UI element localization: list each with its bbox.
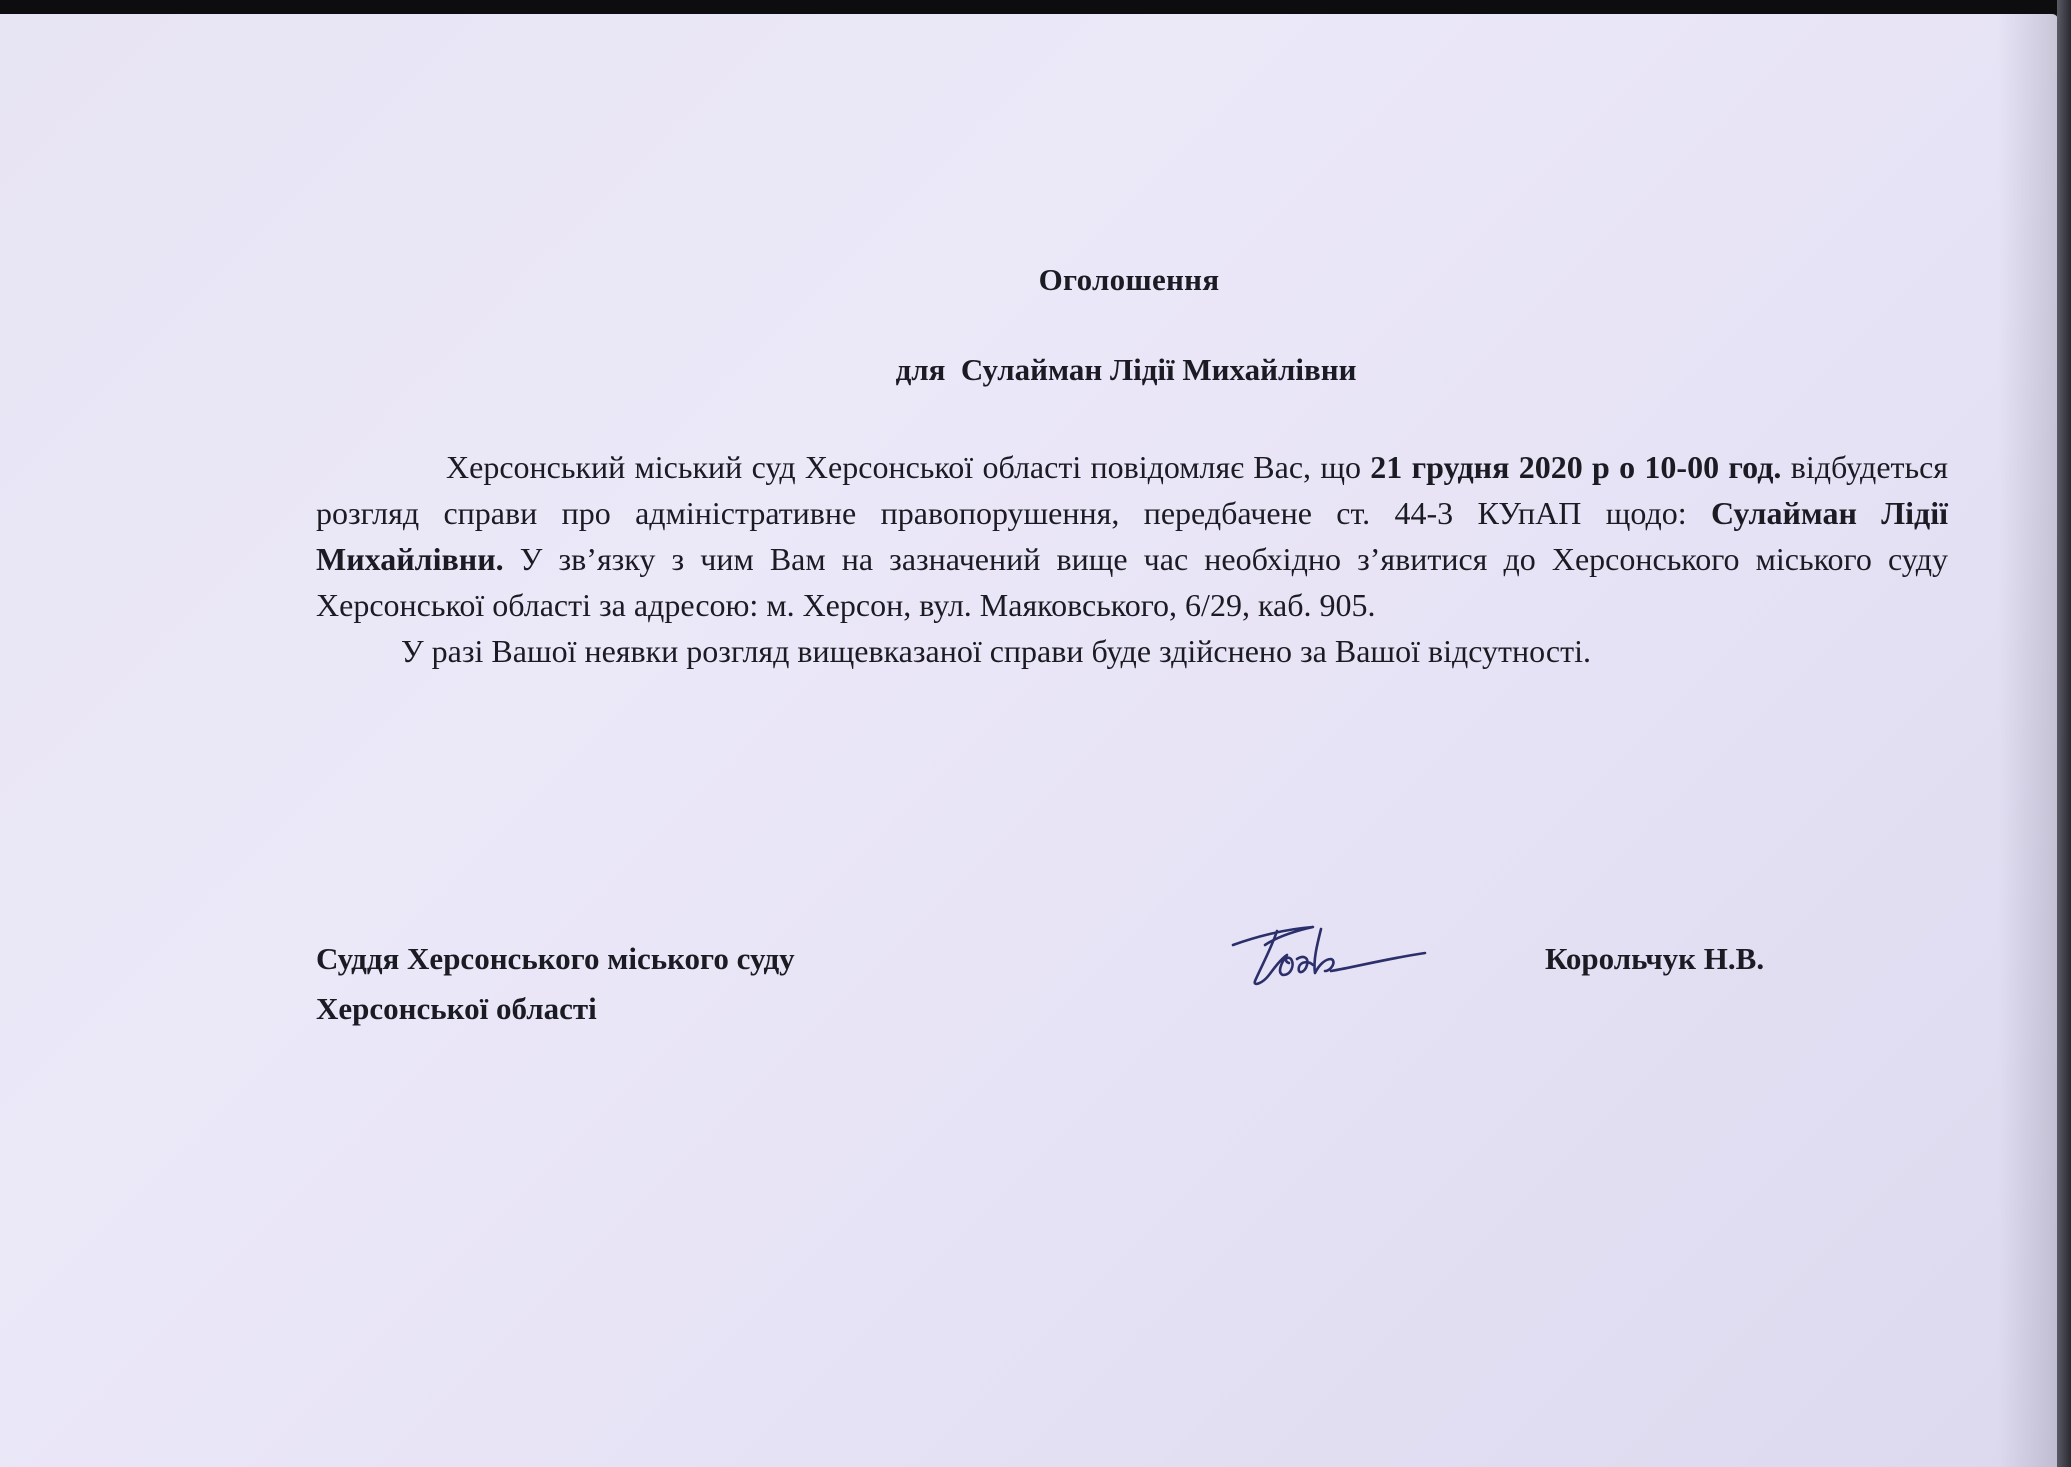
paper-sheet: [0, 14, 2058, 1467]
notice-text-part2: відбудеться розгляд справи про адміністративне правопорушення, передбачене ст. 44-3 КУпАП щодо:: [316, 449, 1949, 531]
paper-shadow: [1998, 14, 2058, 1467]
handwritten-signature: [1225, 915, 1435, 995]
hearing-date: 21 грудня 2020 р о 10-00 год.: [1370, 449, 1782, 485]
background-edge: [2057, 0, 2071, 1467]
judge-title-line1: Суддя Херсонського міського суду: [316, 941, 795, 976]
defendant-name: Сулайман Лідії Михайлівни.: [316, 495, 1949, 577]
paragraph-absence-warning: У разі Вашої неявки розгляд вищевказаної справи буде здійснено за Вашої відсутності.: [401, 633, 1591, 669]
paragraph-notice: [316, 444, 1948, 628]
recipient-line: для Сулайман Лідії Михайлівни: [895, 352, 1357, 387]
announcement-body: [316, 444, 1948, 674]
judge-name: Корольчук Н.В.: [1545, 941, 1765, 976]
document-title: Оголошення: [1038, 262, 1220, 297]
judge-title-line2: Херсонської області: [316, 991, 597, 1026]
judge-title: [316, 934, 795, 1034]
notice-text-part1: Херсонський міський суд Херсонської області повідомляє Вас, що: [446, 449, 1371, 485]
notice-text-part3: У зв’язку з чим Вам на зазначений вище час необхідно з’явитися до Херсонського міського суду Херсонської області за адресою: м. Херсон, вул. Маяковського, 6/29, каб. 905.: [316, 541, 1948, 623]
